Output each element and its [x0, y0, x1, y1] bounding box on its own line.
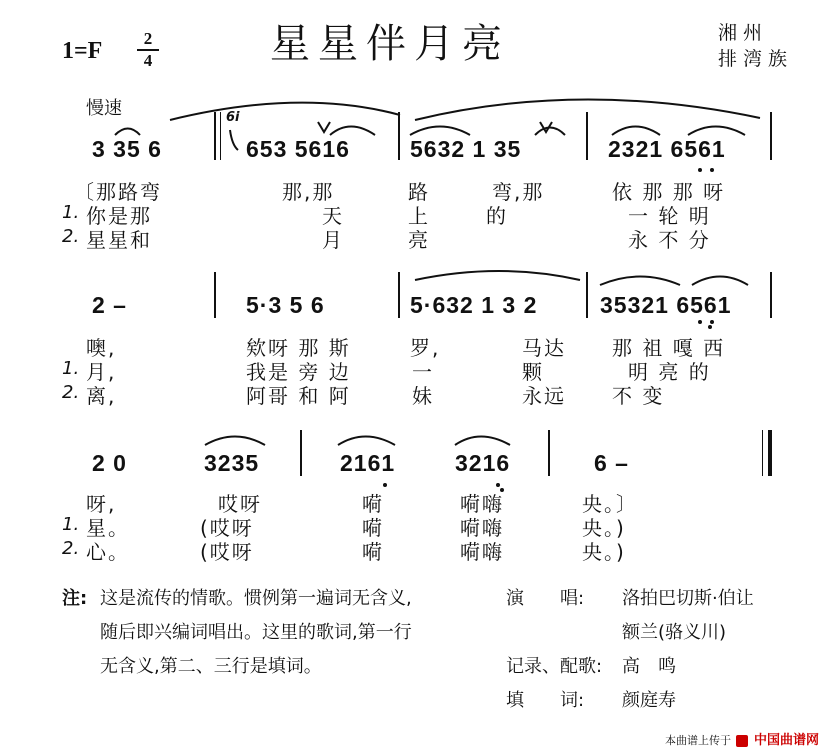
- origin-ethnic-group: 排湾族: [718, 48, 794, 70]
- note-line: 随后即兴编词唱出。这里的歌词,第一行: [100, 622, 412, 643]
- phrase-slur: [415, 271, 580, 280]
- site-footer: [665, 729, 819, 748]
- lyric-cell: 月,: [86, 360, 117, 384]
- credit-value: 颜庭寿: [622, 690, 676, 711]
- lyric-cell: 心。: [86, 540, 130, 564]
- credit-label: 演 唱:: [506, 588, 585, 609]
- lyric-cell: 那 祖 嘎 西: [612, 336, 726, 360]
- breath-mark: [318, 122, 330, 132]
- lyric-cell: 亮: [408, 228, 430, 252]
- barline: [220, 112, 221, 160]
- low-octave-dot: [710, 168, 714, 172]
- lyric-cell: 〔那路弯: [74, 180, 162, 204]
- measure-2-4: 35321 6561: [600, 292, 732, 318]
- verse-number: 2.: [62, 382, 80, 403]
- credit-label: 记录、配歌:: [506, 656, 603, 677]
- song-title: 星星伴月亮: [270, 21, 510, 67]
- measure-1-4: 2321 6561: [608, 136, 726, 162]
- measure-3-4: 3216: [455, 450, 511, 476]
- time-signature-bottom: 4: [143, 51, 153, 70]
- lyric-cell: 妹: [412, 384, 434, 408]
- tie-mark: [330, 127, 375, 136]
- measure-2-1: 2 –: [92, 292, 127, 318]
- barline: [398, 112, 400, 160]
- lyric-cell: 我是 旁 边: [246, 360, 351, 384]
- lyric-cell: 颗: [522, 360, 544, 384]
- tie-mark: [692, 277, 748, 286]
- measure-2-3: 5·632 1 3 2: [410, 292, 538, 318]
- key-signature: 1=F: [62, 38, 103, 64]
- low-octave-dot: [496, 483, 500, 487]
- measure-2-2: 5·3 5 6: [246, 292, 325, 318]
- lyric-cell: (哎呀: [200, 516, 254, 540]
- barline: [214, 112, 216, 160]
- lyric-cell: 月: [322, 228, 344, 252]
- lyric-cell: 哎呀: [218, 492, 262, 516]
- lyric-cell: 路: [408, 180, 430, 204]
- verse-number: 1.: [62, 202, 80, 223]
- lyric-cell: 那,那: [282, 180, 335, 204]
- footer-text: 本曲谱上传于: [664, 734, 731, 747]
- site-brand-link[interactable]: 中国曲谱网: [753, 733, 819, 748]
- lyric-cell: 呀,: [86, 492, 117, 516]
- low-octave-dot: [698, 168, 702, 172]
- tie-mark: [410, 127, 470, 136]
- lyric-cell: 明 亮 的: [628, 360, 711, 384]
- final-barline-thin: [762, 430, 763, 476]
- barline: [586, 112, 588, 160]
- grace-note: 6i: [226, 110, 240, 125]
- lyric-cell: 嗬嗨: [460, 492, 504, 516]
- time-signature-top: 2: [143, 29, 153, 48]
- measure-3-5: 6 –: [594, 450, 629, 476]
- barline: [398, 272, 400, 318]
- lyric-cell: 永 不 分: [628, 228, 711, 252]
- credit-value: 洛拍巴切斯·伯让: [622, 588, 754, 609]
- tie-mark: [688, 127, 745, 136]
- low-octave-dot: [698, 320, 702, 324]
- tie-mark: [205, 437, 265, 446]
- verse-number: 2.: [62, 538, 80, 559]
- tie-mark: [535, 128, 565, 136]
- lyric-cell: 上: [408, 204, 430, 228]
- low-octave-dot: [383, 483, 387, 487]
- verse-number: 1.: [62, 358, 80, 379]
- tie-mark: [600, 277, 680, 286]
- measure-3-2: 3235: [204, 450, 260, 476]
- lyric-cell: 央。〕: [582, 492, 638, 516]
- lyric-cell: 离,: [86, 384, 117, 408]
- lyric-cell: 依 那 那 呀: [612, 180, 726, 204]
- measure-3-1: 2 0: [92, 450, 127, 476]
- lyric-cell: 天: [322, 204, 344, 228]
- lyric-cell: 嗬嗨: [460, 540, 504, 564]
- lyric-cell: 噢,: [86, 336, 117, 360]
- credit-label: 填 词:: [506, 690, 585, 711]
- credit-value: 高 鸣: [622, 656, 676, 677]
- verse-number: 1.: [62, 514, 80, 535]
- tie-mark: [455, 437, 510, 446]
- phrase-slur: [170, 103, 400, 120]
- verse-number: 2.: [62, 226, 80, 247]
- lyric-cell: 阿哥 和 阿: [246, 384, 351, 408]
- final-barline-thick: [768, 430, 772, 476]
- measure-1-3: 5632 1 35: [410, 136, 522, 162]
- lyric-cell: 不 变: [612, 384, 665, 408]
- barline: [300, 430, 302, 476]
- origin-region: 湘州: [718, 22, 769, 44]
- barline: [548, 430, 550, 476]
- lyric-cell: 嗬: [362, 516, 384, 540]
- lyric-cell: 的: [486, 204, 508, 228]
- site-logo-icon: [736, 735, 748, 747]
- lyric-cell: 央。): [582, 540, 626, 564]
- measure-1-1: 3 35 6: [92, 136, 162, 162]
- barline: [586, 272, 588, 318]
- credit-value: 额兰(骆义川): [622, 622, 727, 643]
- tempo-marking: 慢速: [86, 98, 122, 119]
- low-octave-dot: [708, 325, 712, 329]
- lyric-cell: 星星和: [86, 228, 152, 252]
- lyric-cell: 永远: [522, 384, 566, 408]
- tie-mark: [612, 127, 660, 136]
- measure-3-3: 2161: [340, 450, 396, 476]
- lyric-cell: 星。: [86, 516, 130, 540]
- barline: [770, 112, 772, 160]
- lyric-cell: 一 轮 明: [628, 204, 711, 228]
- barline: [770, 272, 772, 318]
- lyric-cell: 一: [412, 360, 434, 384]
- lyric-cell: 嗬嗨: [460, 516, 504, 540]
- measure-1-2: 653 5616: [246, 136, 350, 162]
- lyric-cell: (哎呀: [200, 540, 254, 564]
- lyric-cell: 罗,: [410, 336, 441, 360]
- lyric-cell: 嗬: [362, 492, 384, 516]
- lyric-cell: 欸呀 那 斯: [246, 336, 351, 360]
- note-line: 这是流传的情歌。惯例第一遍词无含义,: [100, 588, 412, 609]
- grace-tie: [230, 130, 238, 150]
- barline: [214, 272, 216, 318]
- lyric-cell: 嗬: [362, 540, 384, 564]
- lyric-cell: 央。): [582, 516, 626, 540]
- tie-mark: [115, 129, 140, 136]
- tie-mark: [338, 437, 395, 446]
- lyric-cell: 马达: [522, 336, 566, 360]
- lyric-cell: 你是那: [86, 204, 152, 228]
- low-octave-dot: [710, 320, 714, 324]
- lyric-cell: 弯,那: [492, 180, 545, 204]
- note-line: 无含义,第二、三行是填词。: [100, 656, 322, 677]
- note-label: 注:: [62, 588, 88, 609]
